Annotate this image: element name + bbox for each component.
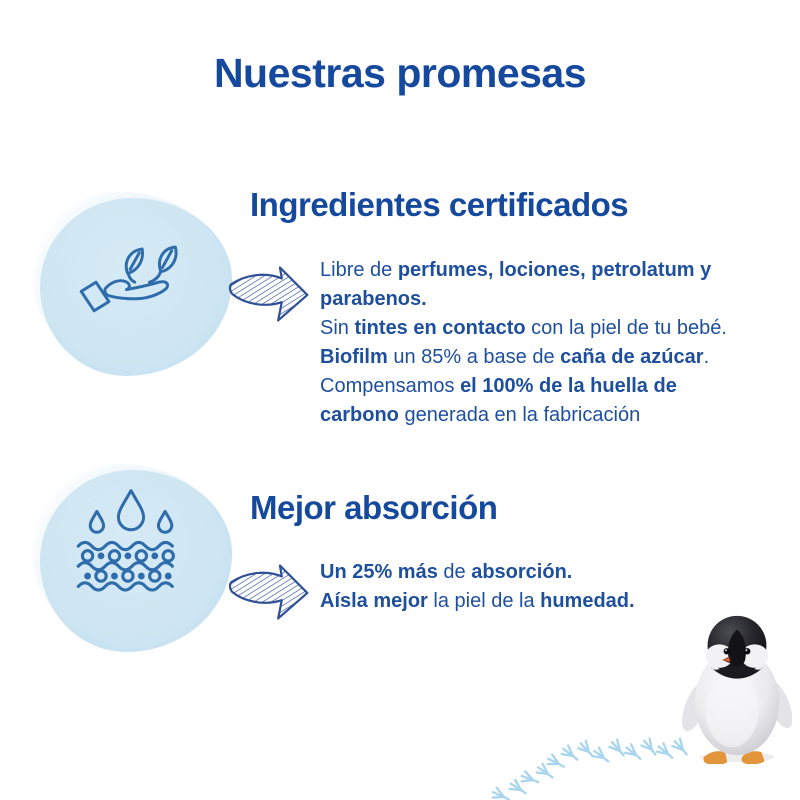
- page-title: Nuestras promesas: [213, 50, 587, 96]
- section-heading-absorption: Mejor absorción: [250, 489, 498, 526]
- body-paragraph: Sin tintes en contacto con la piel de tu bebé.: [320, 317, 727, 339]
- body-paragraph: Compensamos el 100% de la huella de carbono generada en la fabricación: [320, 375, 677, 426]
- sketch-arrow-icon: [227, 261, 311, 327]
- sketch-arrow-icon: [227, 559, 311, 625]
- section-heading-ingredients: Ingredientes certificados: [250, 186, 629, 223]
- section-body-absorption: [320, 558, 728, 616]
- absorption-layers-icon: [70, 488, 192, 600]
- body-paragraph: Libre de perfumes, lociones, petrolatum y parabenos.: [320, 259, 712, 310]
- section-body-ingredients: [320, 256, 728, 430]
- hand-leaves-icon: [72, 236, 192, 333]
- body-paragraph: Biofilm un 85% a base de caña de azúcar.: [320, 346, 710, 368]
- body-paragraph: Aísla mejor la piel de la humedad.: [320, 590, 635, 612]
- body-paragraph: Un 25% más de absorción.: [320, 561, 573, 583]
- penguin-footprints-icon: [488, 723, 700, 800]
